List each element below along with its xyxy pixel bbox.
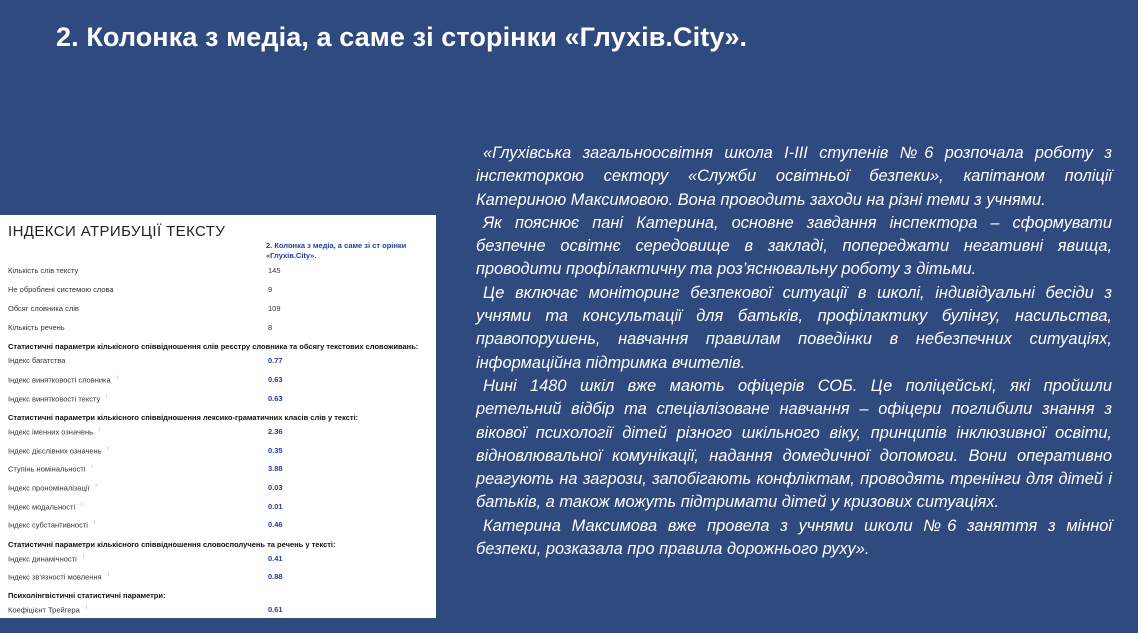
row-label: Не оброблені системою слова bbox=[8, 285, 114, 294]
panel-subtitle: 2. Колонка з медіа, а саме зі ст орінки «Глухів.City». bbox=[266, 241, 407, 260]
slide-title: 2. Колонка з медіа, а саме зі сторінки «Глухів.City». bbox=[56, 22, 748, 52]
article-paragraph: «Глухівська загальноосвітня школа І-ІІІ ступенів №6 розпочала роботу з інспекторкою сектору «Служби освітньої безпеки», капітаном поліції Катериною Максимовою. Вона проводить заходи на різні теми з учнями. bbox=[476, 144, 1112, 209]
info-icon[interactable]: i bbox=[85, 605, 87, 611]
row-value: 0.01 bbox=[268, 502, 283, 511]
section-heading: Статистичні параметри кількісного співвідношення слів реєстру словника та обсягу текстових словоживань: bbox=[8, 342, 419, 351]
table-row bbox=[0, 464, 436, 478]
section-heading: Статистичні параметри кількісного співвідношення лексико-граматичних класів слів у тексті: bbox=[8, 413, 359, 422]
row-value: 0.88 bbox=[268, 572, 283, 581]
row-label: Індекс субстантивності $^i$ bbox=[8, 520, 96, 530]
article-paragraph: Нині 1480 шкіл вже мають офіцерів СОБ. Це поліцейські, які пройшли ретельний відбір та спеціалізоване навчання – офіцери поглибили знання з вікової психології дітей різного шкільного віку, принципів інклюзивної освіти, відновлювальної комунікації, надання домедичної допомоги. Вони оперативно реагують на загрози, запобігають конфліктам, проводять тренінги для дітей і батьків, а також можуть підтримати дітей у кризових ситуаціях. bbox=[476, 376, 1112, 512]
row-value: 0.35 bbox=[268, 446, 283, 455]
row-label: Індекс зв'язності мовлення $^i$ bbox=[8, 572, 109, 582]
row-value: 2.36 bbox=[268, 427, 283, 436]
info-icon[interactable]: i bbox=[95, 483, 97, 489]
row-label: Індекс прономіналізації $^i$ bbox=[8, 483, 97, 493]
info-icon[interactable]: i bbox=[106, 394, 108, 400]
row-label: Індекс модальності $^i$ bbox=[8, 502, 83, 512]
table-row bbox=[0, 375, 436, 389]
row-value: 0.61 bbox=[268, 605, 283, 614]
table-row bbox=[0, 554, 436, 568]
article-paragraph: Як пояснює пані Катерина, основне завдання інспектора – сформувати безпечне освітнє середовище в закладі, попереджати негативні явища, проводити профілактичну та роз’яснювальну роботу з дітьми. bbox=[476, 213, 1112, 279]
info-icon[interactable]: i bbox=[107, 572, 109, 578]
row-label: Обсяг словника слів bbox=[8, 304, 79, 313]
panel-heading: ІНДЕКСИ АТРИБУЦІЇ ТЕКСТУ bbox=[8, 223, 226, 240]
info-icon[interactable]: i bbox=[82, 554, 84, 560]
row-label: Кількість речень bbox=[8, 323, 65, 332]
row-label: Індекс багатства bbox=[8, 356, 66, 365]
table-row bbox=[0, 520, 436, 534]
row-value: 3.88 bbox=[268, 464, 283, 473]
table-row bbox=[0, 394, 436, 408]
row-value: 109 bbox=[268, 304, 281, 313]
row-value: 0.63 bbox=[268, 394, 283, 403]
row-value: 0.46 bbox=[268, 520, 283, 529]
table-row bbox=[0, 572, 436, 586]
section-heading: Статистичні параметри кількісного співвідношення словосполучень та речень у тексті: bbox=[8, 540, 336, 549]
row-label: Кількість слів тексту bbox=[8, 266, 79, 275]
info-icon[interactable]: i bbox=[93, 520, 96, 526]
attribution-indices-panel bbox=[0, 215, 436, 618]
row-value: 0.63 bbox=[268, 375, 283, 384]
row-value: 145 bbox=[268, 266, 281, 275]
row-value: 0.41 bbox=[268, 554, 283, 563]
info-icon[interactable]: i bbox=[107, 446, 109, 452]
table-row bbox=[0, 446, 436, 460]
row-label: Коефіцієнт Трейгера $^i$ bbox=[8, 605, 87, 615]
table-row bbox=[0, 285, 436, 299]
table-row bbox=[0, 483, 436, 497]
row-value: 9 bbox=[268, 285, 273, 294]
row-label: Індекс динамічності $^i$ bbox=[8, 554, 84, 564]
row-value: 0.03 bbox=[268, 483, 283, 492]
row-label: Індекс іменних означень $^i$ bbox=[8, 427, 101, 437]
info-icon[interactable]: i bbox=[99, 427, 101, 433]
section-heading: Психолінгвістичні статистичні параметри: bbox=[8, 591, 166, 600]
row-value: 0.77 bbox=[268, 356, 283, 365]
table-row bbox=[0, 304, 436, 318]
table-row bbox=[0, 427, 436, 441]
article-text bbox=[476, 142, 1112, 561]
table-row bbox=[0, 605, 436, 618]
row-value: 8 bbox=[268, 323, 273, 332]
table-row bbox=[0, 266, 436, 280]
article-paragraph: Катерина Максимова вже провела з учнями школи №6 заняття з мінної безпеки, розказала про правила дорожнього руху». bbox=[476, 516, 1112, 559]
table-row bbox=[0, 356, 436, 370]
article-paragraph: Це включає моніторинг безпекової ситуації в школі, індивідуальні бесіди з учнями та консультації для батьків, профілактику булінгу, насильства, правопорушень, навчання правилам поведінки в небезпечних ситуаціях, інформаційна підтримка вчителів. bbox=[476, 283, 1112, 372]
table-row bbox=[0, 323, 436, 337]
info-icon[interactable]: i bbox=[116, 375, 118, 381]
row-label: Індекс винятковості словника $^i$ bbox=[8, 375, 118, 385]
row-label: Ступінь номінальності $^i$ bbox=[8, 464, 93, 474]
row-label: Індекс дієслівних означень $^i$ bbox=[8, 446, 109, 456]
info-icon[interactable]: i bbox=[81, 502, 83, 508]
info-icon[interactable]: i bbox=[91, 464, 93, 470]
table-row bbox=[0, 502, 436, 516]
row-label: Індекс винятковості тексту $^i$ bbox=[8, 394, 108, 404]
